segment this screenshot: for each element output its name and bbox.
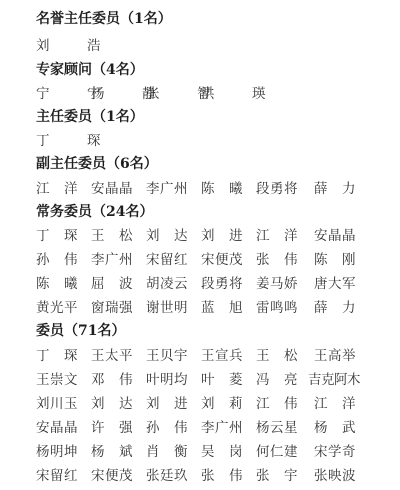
name-entry: 安晶晶 (36, 420, 78, 436)
name-entry: 吴 岗 (201, 444, 243, 460)
name-entry: 姜马娇 (256, 276, 298, 292)
name-entry: 王 松 (91, 228, 133, 244)
name-entry: 雷鸣鸣 (256, 300, 298, 316)
name-entry: 丁 琛 (36, 228, 78, 244)
name-entry: 屈 波 (91, 276, 133, 292)
name-entry: 段勇将 (201, 276, 243, 292)
name-entry: 孙 伟 (146, 420, 188, 436)
name-entry: 王太平 (91, 348, 133, 364)
name-entry: 薛 力 (314, 300, 356, 316)
name-entry: 王 松 (256, 348, 298, 364)
name-entry: 李广州 (91, 252, 133, 268)
section-heading-honorary-chair: 名誉主任委员（1名） (36, 11, 172, 27)
section-heading-members: 委员（71名） (36, 323, 126, 339)
name-entry: 宋留红 (146, 252, 188, 268)
section-heading-standing-members: 常务委员（24名） (36, 204, 154, 220)
name-entry: 江 伟 (256, 396, 298, 412)
name-entry: 王高举 (314, 348, 356, 364)
name-entry: 刘 达 (146, 228, 188, 244)
name-entry: 李广州 (201, 420, 243, 436)
name-entry: 杨 武 (314, 420, 356, 436)
name-entry: 丁 琛 (36, 348, 78, 364)
name-entry: 张 智 (146, 86, 223, 102)
name-entry: 张 伟 (256, 252, 298, 268)
name-entry: 安晶晶 (314, 228, 356, 244)
name-entry: 张映波 (314, 468, 356, 484)
name-entry: 唐大军 (314, 276, 356, 292)
section-heading-chair: 主任委员（1名） (36, 109, 144, 125)
name-entry: 江 洋 (314, 396, 356, 412)
name-entry: 陈 曦 (201, 181, 243, 197)
name-entry: 江 洋 (36, 181, 78, 197)
name-entry: 陈 曦 (36, 276, 78, 292)
name-entry: 王宣兵 (201, 348, 243, 364)
name-entry: 宋便茂 (91, 468, 133, 484)
name-entry: 孙 伟 (36, 252, 78, 268)
name-entry: 张 伟 (201, 468, 243, 484)
name-entry: 杨 斌 (91, 444, 133, 460)
name-entry: 刘 进 (146, 396, 188, 412)
name-entry: 王崇文 (36, 372, 78, 388)
name-entry: 杨 静 (91, 86, 168, 102)
name-entry: 薛 力 (314, 181, 356, 197)
name-entry: 杨明坤 (36, 444, 78, 460)
name-entry: 刘 莉 (201, 396, 243, 412)
name-entry: 邓 伟 (91, 372, 133, 388)
name-entry: 肖 衡 (146, 444, 188, 460)
name-entry: 胡凌云 (146, 276, 188, 292)
name-entry: 宋留红 (36, 468, 78, 484)
name-entry: 宋便茂 (201, 252, 243, 268)
section-heading-vice-chairs: 副主任委员（6名） (36, 156, 158, 172)
name-entry: 洪 瑛 (201, 86, 278, 102)
name-entry: 刘 达 (91, 396, 133, 412)
name-entry: 安晶晶 (91, 181, 133, 197)
name-entry: 宁 宁 (36, 86, 113, 102)
name-entry: 刘 浩 (36, 38, 113, 54)
name-entry: 叶 菱 (201, 372, 243, 388)
name-entry: 冯 亮 (256, 372, 298, 388)
name-entry: 黄光平 (36, 300, 78, 316)
name-entry: 丁 琛 (36, 133, 113, 149)
name-entry: 谢世明 (146, 300, 188, 316)
name-entry: 叶明均 (146, 372, 188, 388)
name-entry: 许 强 (91, 420, 133, 436)
name-entry: 何仁建 (256, 444, 298, 460)
name-entry: 蓝 旭 (201, 300, 243, 316)
section-heading-expert-advisors: 专家顾问（4名） (36, 62, 144, 78)
name-entry: 陈 刚 (314, 252, 356, 268)
name-entry: 杨云星 (256, 420, 298, 436)
name-entry: 段勇将 (256, 181, 298, 197)
name-entry: 王贝宇 (146, 348, 188, 364)
name-entry: 刘 进 (201, 228, 243, 244)
name-entry: 张廷玖 (146, 468, 188, 484)
name-entry: 吉克阿木 (308, 372, 360, 388)
name-entry: 李广州 (146, 181, 188, 197)
name-entry: 窗瑞强 (91, 300, 133, 316)
name-entry: 刘川玉 (36, 396, 78, 412)
name-entry: 张 宇 (256, 468, 298, 484)
name-entry: 江 洋 (256, 228, 298, 244)
name-entry: 宋学奇 (314, 444, 356, 460)
